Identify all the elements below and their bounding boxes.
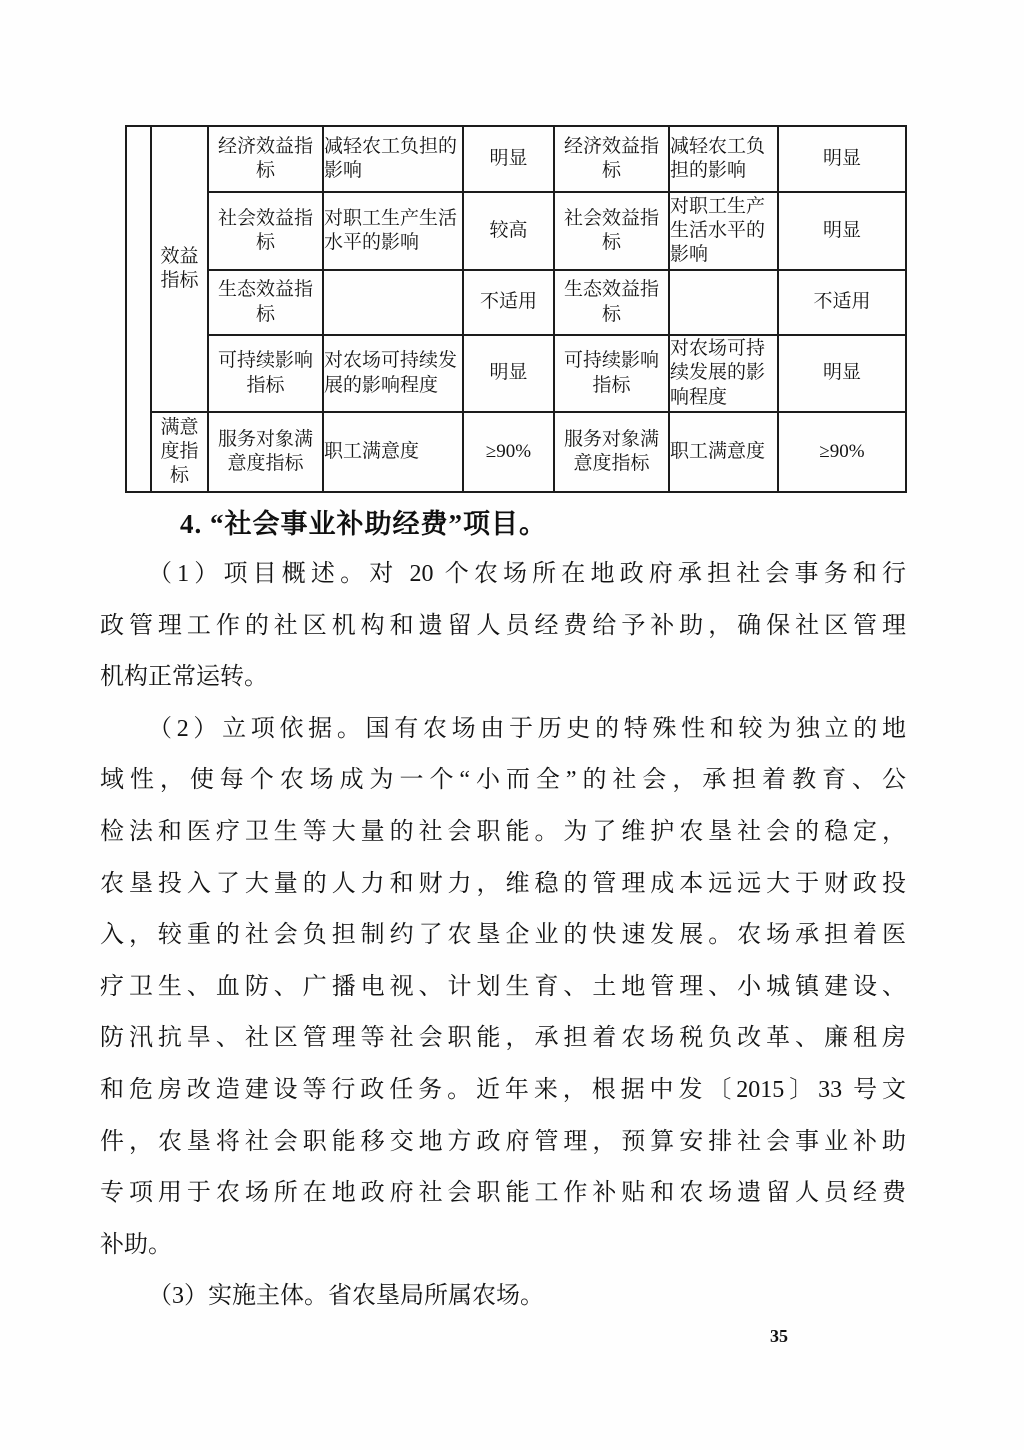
satisfaction-group-label: 满意度指标 (151, 412, 208, 492)
description-cell: 减轻农工负担的影响 (323, 126, 463, 192)
body-line: 防汛抗旱、社区管理等社会职能，承担着农场税负改革、廉租房 (100, 1025, 906, 1052)
body-line: 补助。 (100, 1231, 172, 1258)
description-cell: 对职工生产生活水平的影响 (323, 192, 463, 270)
body-line: （1）项目概述。对 20 个农场所在地政府承担社会事务和行 (148, 561, 906, 587)
table-row (126, 412, 906, 492)
indicator-cell: 服务对象满意度指标 (208, 412, 323, 492)
body-line: 农垦投入了大量的人力和财力，维稳的管理成本远远大于财政投 (100, 870, 906, 897)
value-cell: 明显 (463, 335, 554, 412)
value-cell: 较高 (463, 192, 554, 270)
value-cell: 明显 (778, 192, 906, 270)
table-row (126, 192, 906, 270)
value-cell: 不适用 (778, 270, 906, 335)
body-line: （3）实施主体。省农垦局所属农场。 (148, 1283, 544, 1310)
description-cell: 对职工生产生活水平的影响 (669, 192, 778, 270)
value-cell: ≥90% (463, 412, 554, 492)
value-cell: 明显 (463, 126, 554, 192)
description-cell (323, 270, 463, 335)
indicator-cell: 经济效益指标 (208, 126, 323, 192)
table-row (126, 270, 906, 335)
body-line: 和危房改造建设等行政任务。近年来，根据中发〔2015〕33 号文 (100, 1076, 906, 1103)
indicator-cell: 经济效益指标 (554, 126, 669, 192)
body-line: 件，农垦将社会职能移交地方政府管理，预算安排社会事业补助 (100, 1128, 906, 1155)
description-cell: 对农场可持续发展的影响程度 (669, 335, 778, 412)
body-text (100, 549, 906, 1323)
value-cell: 明显 (778, 126, 906, 192)
body-line: 政管理工作的社区机构和遗留人员经费给予补助，确保社区管理 (100, 612, 906, 639)
body-line: 检法和医疗卫生等大量的社会职能。为了维护农垦社会的稳定， (100, 818, 906, 845)
description-cell: 职工满意度 (323, 412, 463, 492)
description-cell: 减轻农工负担的影响 (669, 126, 778, 192)
body-line: 域性，使每个农场成为一个“小而全”的社会，承担着教育、公 (100, 767, 906, 794)
description-cell: 职工满意度 (669, 412, 778, 492)
description-cell (669, 270, 778, 335)
indicator-cell: 社会效益指标 (554, 192, 669, 270)
indicator-cell: 可持续影响指标 (208, 335, 323, 412)
body-line: 入，较重的社会负担制约了农垦企业的快速发展。农场承担着医 (100, 922, 906, 949)
description-cell: 对农场可持续发展的影响程度 (323, 335, 463, 412)
indicator-cell: 生态效益指标 (208, 270, 323, 335)
evaluation-indicator-table (125, 125, 907, 493)
value-cell: 不适用 (463, 270, 554, 335)
body-line: 专项用于农场所在地政府社会职能工作补贴和农场遗留人员经费 (100, 1180, 906, 1207)
indicator-cell: 生态效益指标 (554, 270, 669, 335)
table-row (126, 335, 906, 412)
section-heading: 4. “社会事业补助经费”项目。 (180, 509, 547, 539)
body-line: 疗卫生、血防、广播电视、计划生育、土地管理、小城镇建设、 (100, 973, 906, 1000)
value-cell: ≥90% (778, 412, 906, 492)
benefit-group-label: 效益指标 (151, 126, 208, 412)
body-line: 机构正常运转。 (100, 664, 268, 691)
indicator-cell: 社会效益指标 (208, 192, 323, 270)
indicator-cell: 服务对象满意度指标 (554, 412, 669, 492)
table-spacer-cell (126, 126, 151, 492)
indicator-cell: 可持续影响指标 (554, 335, 669, 412)
table-row (126, 126, 906, 192)
value-cell: 明显 (778, 335, 906, 412)
body-line: （2）立项依据。国有农场由于历史的特殊性和较为独立的地 (148, 715, 906, 742)
page-number: 35 (770, 1326, 788, 1346)
